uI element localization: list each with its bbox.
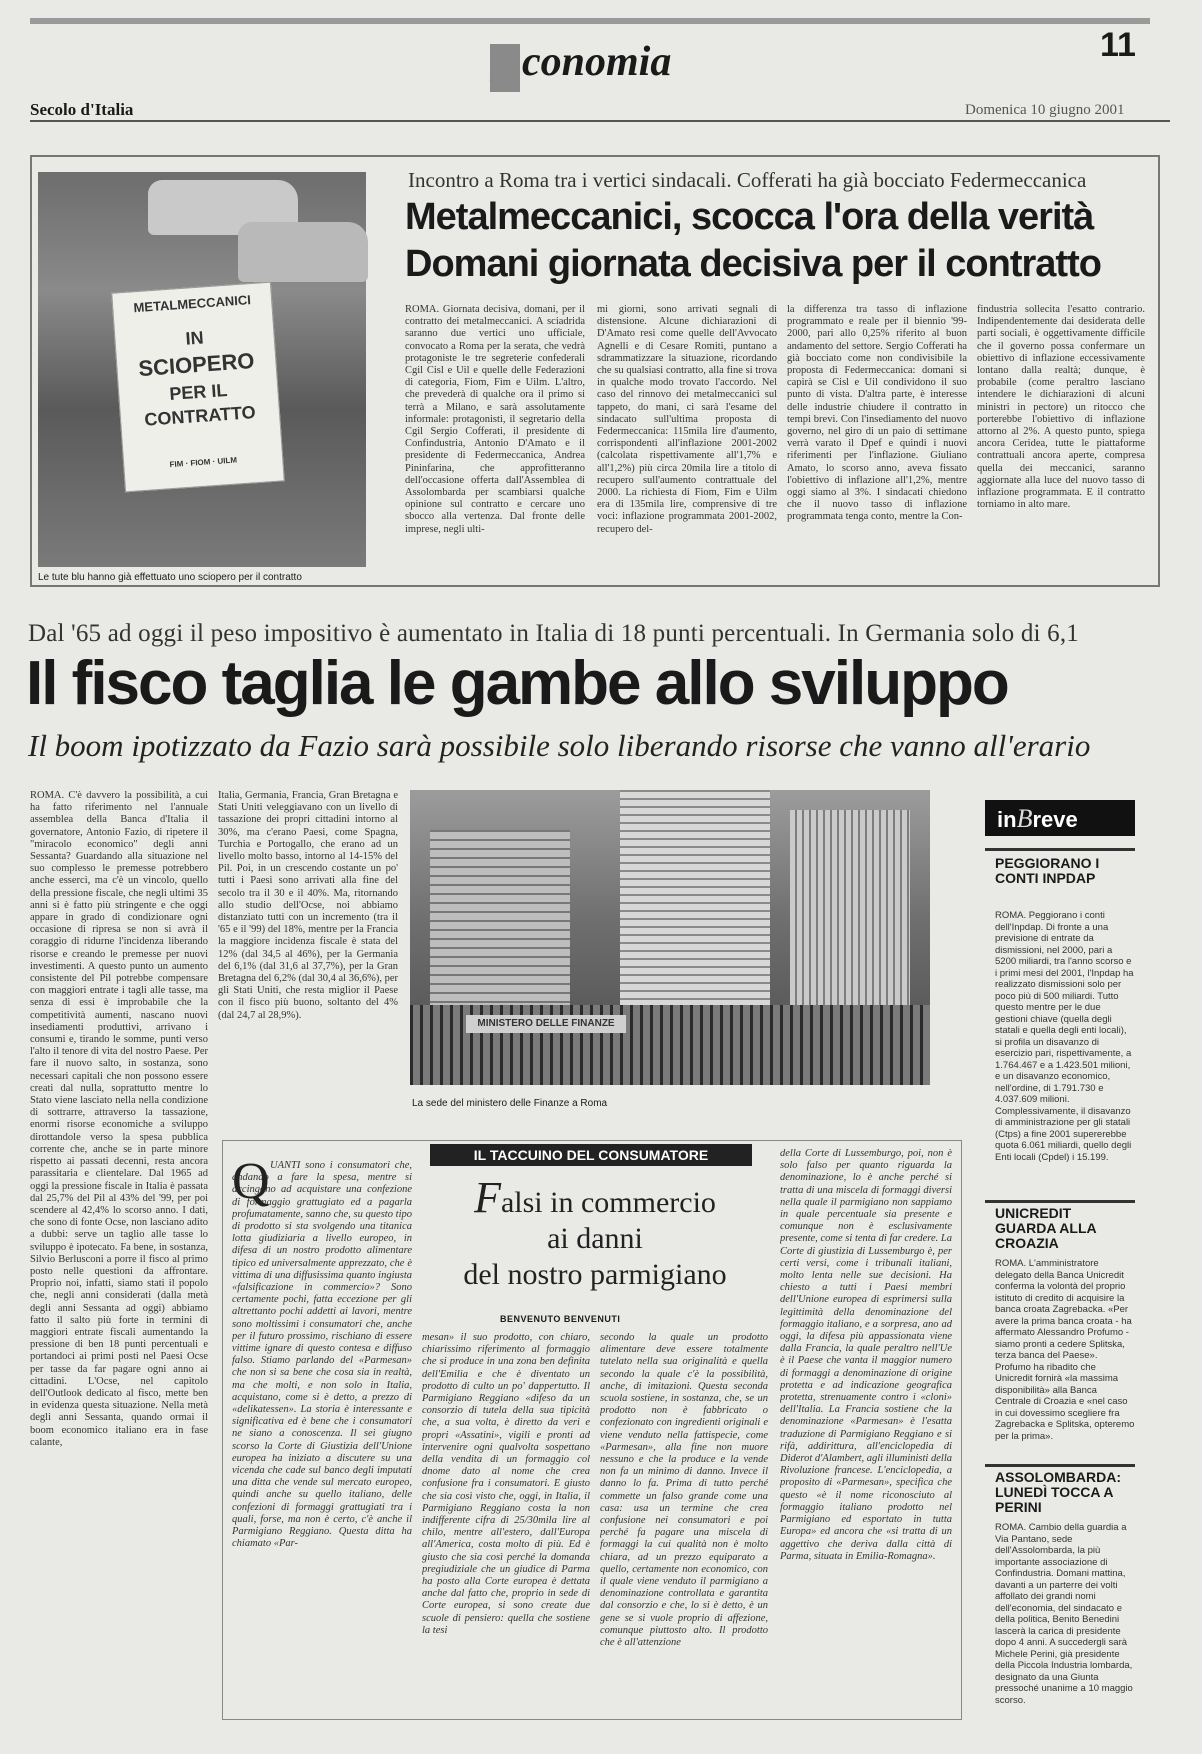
article-column: findustria sollecita l'esatto contrario. Indipendentemente dai desiderata delle parti sociali, è oggettivamente difficile che il governo possa confermare un obiettivo di inflazione eccessivamente lontano dalla realtà; dunque, è probabile (come peraltro lasciano intendere le dichiarazioni di alcuni ministri in pectore) un ritocco che porterebbe l'obiettivo di inflazione attorno al 2%. A questo punto, spiega ancora Ceridea, tutte le piattaforme contrattuali ancora aperte, compresa quella dei meccanici, saranno aggiornate alla luce del nuovo tasso di inflazione programmata. E il contratto torniamo in alto mare. xyxy=(977,304,1145,511)
sign-line: SCIOPERO xyxy=(137,348,256,382)
photo-ministry xyxy=(410,790,930,1085)
sign-line: IN xyxy=(184,327,205,349)
article-column: ROMA. Giornata decisiva, domani, per il contratto dei metalmeccanici. A sciadrida saranno due vertici uno ufficiale, convocato a Roma per la serata, che vedrà protagoniste le tre segreterie confederali Cgil Cisl e Uil e quelle delle Federazioni di categoria, Fiom, Fim e Uilm. L'altro, che prevederà di qualche ora il primo si terrà a Milano, e sarà assolutamente informale: protagonisti, il segretario della Cgil Sergio Cofferati, il presidente di Confindustria, Antonio D'Amato e il presidente di Federmeccanica, Andrea Pininfarina, che approfitteranno dell'occasione offerta dall'Assemblea di Assolombarda per scambiarsi qualche opinione sul contratto e cercare uno sbocco alla vertenza. Dal fronte delle imprese, negli ulti- xyxy=(405,304,585,535)
article-column: mi giorni, sono arrivati segnali di distensione. Alcune dichiarazioni di D'Amato resi come quelle dell'Avvocato Agnelli e di Cesare Romiti, puntano a sdrammatizzare la situazione, ricordando che su qualsiasi contratto, alla fine si trova in qualche modo trovato l'accordo. Nel caso del rinnovo dei metalmeccanici sul tappeto, do mani, ci sarà l'esame del sindacato sull'ultima proposta di Federmeccanica: 115mila lire d'aumento, corrispondenti all'inflazione 2001-2002 (calcolata rispettivamente all'1,7% e all'1,2%) più circa 20mila lire a titolo di recupero sull'aumento contrattuale del 2000. La richiesta di Fiom, Fim e Uilm era di 135mila lire, comprensive di tre voci: inflazione programmata 2001-2002, recupero del- xyxy=(597,304,777,535)
photo-car xyxy=(238,222,368,282)
photo-caption: La sede del ministero delle Finanze a Roma xyxy=(412,1098,608,1109)
article-headline: Metalmeccanici, scocca l'ora della verità xyxy=(405,196,1094,238)
breve-text: ROMA. L'amministratore delegato della Banca Unicredit conferma la volontà del proprio istituto di credito di acquisire la banca croata Zagrebacka. «Per avere la prima banca croata - ha affermato Alessandro Profumo - siamo pronti a cedere Splitska, terza banca del Paese». Profumo ha ribadito che Unicredit fornirà «la massima disponibilità» alla Banca Centrale di Croazia e «nel caso in cui dovessimo scegliere fra Zagrebacka e Splitska, opteremo per la prima». xyxy=(995,1258,1135,1442)
taccuino-title-text: alsi in commercio xyxy=(500,1186,716,1219)
in-breve-initial: B xyxy=(1016,804,1033,833)
article-column: della Corte di Lussemburgo, poi, non è solo falso per quanto riguarda la denominazione, lo è anche perché si tratta di una miscela di formaggi diversi nella quale il parmigiano non sappiamo in quale percentuale sia presente e comunque non è esclusivamente presente, come si tenta di far credere. La Corte di giustizia di Lussemburgo è, per certi versi, come i tribunali italiani, molto lenta nelle sue decisioni. Ha chiesto a tutti i Paesi membri dell'Unione europea di esprimersi sulla legittimità della denominazione del formaggio italiano, e a sorpresa, ano ad oggi, la difesa più appassionata viene dalla Francia, la quale peraltro nell'Ue è il Paese che vanta il maggior numero di formaggi a denominazione di origine protetta e ad indicazione geografica protetta, strenuamente contro i «cloni» dell'Italia. La Francia sostiene che la denominazione «Parmesan» è l'esatta traduzione di Parmigiano Reggiano e si rifà, addirittura, all'enciclopedia di Diderot d'Alambert, agli illuministi della Rivoluzione francese. L'enciclopedia, a proposito di «Parmesan», specifica che questo «è il nome riconosciuto al formaggio italiano prodotto nel Parmigiano ed esportato in tutta Europa» ed ancora che «si tratta di un aggettivo che deriva dalla città di Parma, situata in Emilia-Romagna». xyxy=(780,1148,952,1562)
taccuino-author: BENVENUTO BENVENUTI xyxy=(500,1314,621,1324)
taccuino-column-1 xyxy=(232,1160,412,1710)
breve-title: PEGGIORANO I CONTI INPDAP xyxy=(995,855,1100,886)
section-initial: E xyxy=(490,45,519,91)
breve-rule xyxy=(985,848,1135,851)
article-column: la differenza tra tasso di inflazione programmato e reale per il biennio '99-2000, pari allo 0,25% riferito al buon andamento del settore. Sergio Cofferati ha già bocciato come non condivisibile la proposta di Federmeccanica: domani si capirà se Cisl e Uil condividono il suo punto di vista. D'altra parte, è interesse delle industrie chiudere il contratto in tempi brevi. Con l'insediamento del nuovo governo, nel giro di un paio di settimane verrà varato il Dpef e quindi i nuovi riferimenti per l'inflazione. Giuliano Amato, lo scorso anno, aveva fissato l'obiettivo di inflazione all'1,2%, mentre oggi siamo al 3%. I sindacati chiedono che il nuovo tasso di inflazione programmata tenga conto, mentre la Con- xyxy=(787,304,967,523)
breve-text: ROMA. Peggiorano i conti dell'Inpdap. Di fronte a una previsione di entrate da dismissioni, nel 2000, pari a 5200 miliardi, tra l'anno scorso e i primi mesi del 2001, l'Inpdap ha realizzato dismissioni solo per poco più di 500 miliardi. Tutto questo mentre per le due gestioni chiave (quella degli statali e quella degli enti locali), si profila un disavanzo di esercizio pari, rispettivamente, a 1.764.467 e a 1.423.501 milioni, e un disavanzo economico, nell'ordine, di 1.791.730 e 4.037.609 milioni. Complessivamente, il disavanzo di amministrazione per gli statali (Ctps) a fine 2001 supererebbe quota 6.061 miliardi, quello degli Enti locali (Cpdel) i 15.199. xyxy=(995,910,1134,1163)
taccuino-title-line xyxy=(440,1173,750,1222)
article-column: secondo la quale un prodotto alimentare deve essere totalmente tutelato nella sua originalità e quella secondo la quale c'è la possibilità, anche, di imitazioni. Questa seconda scuola sostiene, in sostanza, che, se un prodotto non è fabbricato o confezionato con ingredienti originali e viene venduto nella fattispecie, come «Parmesan», alla fine non muore nessuno e che la produce e la vende non fa un minimo di danno. Invece il danno lo fa. Prima di tutto perché commette un falso grande come una casa: usa un termine che crea confusione nei consumatori e poi perché fa pagare una miscela di formaggi la cui qualità non è molto chiara, ad un prezzo equiparato a quello, certamente non economico, con il quale viene venduto il parmigiano a denominazione controllata e garantita dal consorzio e che, lo si è detto, è un gene se si vuole proprio di affezione, comunque piuttosto alto. Il prodotto che è all'attenzione xyxy=(600,1332,768,1649)
sign-line: PER IL xyxy=(168,379,228,404)
article-column: ROMA. C'è davvero la possibilità, a cui ha fatto riferimento nel l'annuale assemblea della Banca d'Italia il governatore, Antonio Fazio, di ripetere il "miracolo economico" degli anni Sessanta? Guardando alla situazione nel suo complesso le premesse potrebbero anche esserci, ma c'è un vincolo, quello della pressione fiscale, che negli ultimi 35 anni si è fatto più stringente e che oggi appare in grado di condizionare ogni occasione di ripresa se non si avrà il coraggio di ridurne l'incidenza liberando risorse e creando le premesse per nuovi investimenti. A questo punto un aumento consistente del Pil potrebbe compensare con maggiori entrate i tagli alle tasse, ma senza di essi è improbabile che la competitività aumenti, nascano nuovi insediamenti produttivi, arrivano i consumi e, tirando le somme, punti verso l'alto il tenore di vita del nostro Paese. Per fare il nuovo salto, in sostanza, sono necessari capitali che non possono essere creati dal nulla, soprattutto mentre lo Stato viene lasciato nella nella condizione di sottrarre, attraverso la tassazione, enormi risorse economiche a sviluppo dirottandole verso la spesa pubblica corrente che, anche se in parte minore rispetto ai passati decenni, resta ancora parassitaria e clientelare. Dal 1965 ad oggi la pressione fiscale in Italia è passata dal 25,7% del Pil al 43% del '99, per poi scendere al 42,4% lo scorso anno. I dati, che sono di fonte Ocse, non lasciano adito a dubbi: serve un taglio alle tasse lo sviluppo è ipotecato. Fa bene, in sostanza, Silvio Berlusconi a porre il fisco al primo posto nelle questioni da affrontare. Proprio noi, infatti, siamo stati il popolo che, negli anni considerati (dalla metà degli anni Sessanta ad oggi) abbiamo fatto il salto più forte in termini di maggiori entrate fiscali aumentando la pressione di ben 18 punti percentuali e portandoci ai primi posti nel Paesi Ocse per tasse da far pagare ogni anno ai cittadini. L'Ocse, nel capitolo dell'Outlook dedicato al fisco, mette ben in evidenza questa situazione. Nella metà degli anni Sessanta, quando ormai il boom economico italiano era in fase calante, xyxy=(30,790,208,1448)
issue-date: Domenica 10 giugno 2001 xyxy=(965,102,1125,118)
photo-building xyxy=(620,790,770,1030)
article-headline: Il fisco taglia le gambe allo sviluppo xyxy=(26,649,1008,718)
taccuino-title xyxy=(440,1173,750,1293)
taccuino-title-initial: F xyxy=(474,1173,501,1222)
article-kicker: Incontro a Roma tra i vertici sindacali. Cofferati ha già bocciato Federmeccanica xyxy=(408,168,1087,192)
dropcap: Q xyxy=(232,1160,270,1210)
section-title xyxy=(490,38,671,92)
section-title-rest: conomia xyxy=(522,39,672,85)
article-headline: Domani giornata decisiva per il contratto xyxy=(405,243,1101,285)
photo-strike-sign xyxy=(38,172,366,567)
ministry-plate: MINISTERO DELLE FINANZE xyxy=(466,1015,626,1033)
article-column: Italia, Germania, Francia, Gran Bretagna e Stati Uniti veleggiavano con un livello di tassazione dei propri cittadini intorno al 30%, ma c'erano Paesi, come Spagna, Turchia e Portogallo, che erano ad un livello molto basso, intorno al 14-15% del Pil. Poi, in un crescendo costante un po' tutti i Paesi sono arrivati alla fine del secolo tra il 30 e il 40%. Ma, ritornando allo studio dell'Ocse, noi abbiamo distanziato tutti con un incremento (tra il '65 e il '99) del 18%, mentre per la Francia la maggiore incidenza fiscale è stata del 12% (dal 34,5 al 46%), per la Germania del 6,1% (dal 31,6 al 37,7%), per la Gran Bretagna del 6,2% (dal 30,4 al 36,6%), per gli Stati Uniti, che resta miglior il Paese con il fisco più buono, soltanto del 4% (dal 24,7 al 28,9%). xyxy=(218,790,398,1021)
sign-line: FIM · FIOM · UILM xyxy=(169,455,238,470)
header-rule xyxy=(30,120,1170,122)
taccuino-title-line: del nostro parmigiano xyxy=(463,1258,727,1291)
masthead: Secolo d'Italia xyxy=(30,100,134,119)
photo-building xyxy=(430,830,570,1010)
sign-line: CONTRATTO xyxy=(143,402,257,430)
photo-caption: Le tute blu hanno già effettuato uno sciopero per il contratto xyxy=(38,572,302,583)
strike-sign xyxy=(111,282,285,493)
breve-text: ROMA. Cambio della guardia a Via Pantano, sede dell'Assolombarda, la più importante associazione di Confindustria. Domani mattina, davanti a un parterre dei volti affollato dei grandi nomi dell'economia, del sindacato e della politica, Benito Benedini lascerà la carica di presidente dopo 4 anni. A succedergli sarà Michele Perini, già presidente della Piccola Industria lombarda, designato da una Giunta pressoché unanime a 10 maggio scorso. xyxy=(995,1522,1133,1706)
article-kicker: Dal '65 ad oggi il peso impositivo è aumentato in Italia di 18 punti percentuali. In Germania solo di 6,1 xyxy=(28,620,1079,647)
article-column: UANTI sono i consumatori che, andando a fare la spesa, mentre si accingono ad acquistare una confezione di formaggio grattugiato ed a pagarla profumatamente, sanno che, su questo tipo di prodotto si sta svolgendo una titanica lotta giudiziaria a livello europeo, in difesa di un nostro prodotto alimentare tipico ed universalmente apprezzato, che è vittima di una diffusissima quanto ingiusta «falsificazione in commercio»? Sono certamente pochi, fatta eccezione per gli altrettanto pochi addetti ai lavori, mentre sono moltissimi i consumatori che, anche per il futuro prossimo, rischiano di essere vittime ignare di questo contesa e diffuso falso. Stiamo parlando del «Parmesan» che non si sa bene che cosa sia in realtà, ma che molti, e non solo in Italia, acquistano, come si è detto, a prezzo di «delikatessen». La storia è interessante e significativa ed è bene che i consumatori ne siano a conoscenza. Il sei giugno scorso la Corte di Giustizia dell'Unione europea ha iniziato a discutere su una vicenda che cade sul banco degli imputati una ditta che vende sul mercato europeo, quindi anche su quello italiano, delle confezioni di formaggi grattugiati tra i quali, forse, ma non è certo, c'è anche il Parmigiano Reggiano. Questa ditta ha chiamato «Par- xyxy=(232,1160,412,1550)
article-deck: Il boom ipotizzato da Fazio sarà possibile solo liberando risorse che vanno all'erario xyxy=(28,728,1091,763)
top-rule xyxy=(30,18,1150,24)
in-breve-label: in xyxy=(997,807,1017,832)
breve-title: ASSOLOMBARDA: LUNEDÌ TOCCA A PERINI xyxy=(995,1469,1121,1515)
article-column: mesan» il suo prodotto, con chiaro, chiarissimo riferimento al formaggio che si produce in una zona ben definita dell'Emilia e che è diventato un prodotto di culto un po' dappertutto. Il Parmigiano Reggiano «difeso da un consorzio di tutela della sua tipicità che, a sua volta, è diretto da veri e propri «Assatini», vigili e pronti ad intervenire ogni qualvolta sospettano della vendita di un formaggio col dnome dato al nome che crea confusione fra i consumatori. E giusto che sia così visto che, oggi, in Italia, il Parmigiano Reggiano costa la non indifferente cifra di 25/30mila lire al chilo, mentre all'estero, dall'Europa all'America, costa molto di più. Ed è giusto che sia così perché la domanda pregiudiziale che un giudice di Parma ha posto alla Corte europea è dettata anche dal fatto che, proprio in sede di Corte europea, si sono create due scuole di pensiero: quella che sostiene la tesi xyxy=(422,1332,590,1636)
breve-rule xyxy=(985,1200,1135,1203)
page-number: 11 xyxy=(1100,26,1136,64)
breve-rule xyxy=(985,1464,1135,1467)
photo-building xyxy=(790,810,910,1020)
sign-line: METALMECCANICI xyxy=(133,292,252,316)
taccuino-title-line: ai danni xyxy=(547,1222,643,1255)
breve-title: UNICREDIT GUARDA ALLA CROAZIA xyxy=(995,1205,1097,1251)
in-breve-label-rest: reve xyxy=(1032,807,1078,832)
in-breve-header xyxy=(985,800,1135,836)
taccuino-label: IL TACCUINO DEL CONSUMATORE xyxy=(430,1144,752,1166)
